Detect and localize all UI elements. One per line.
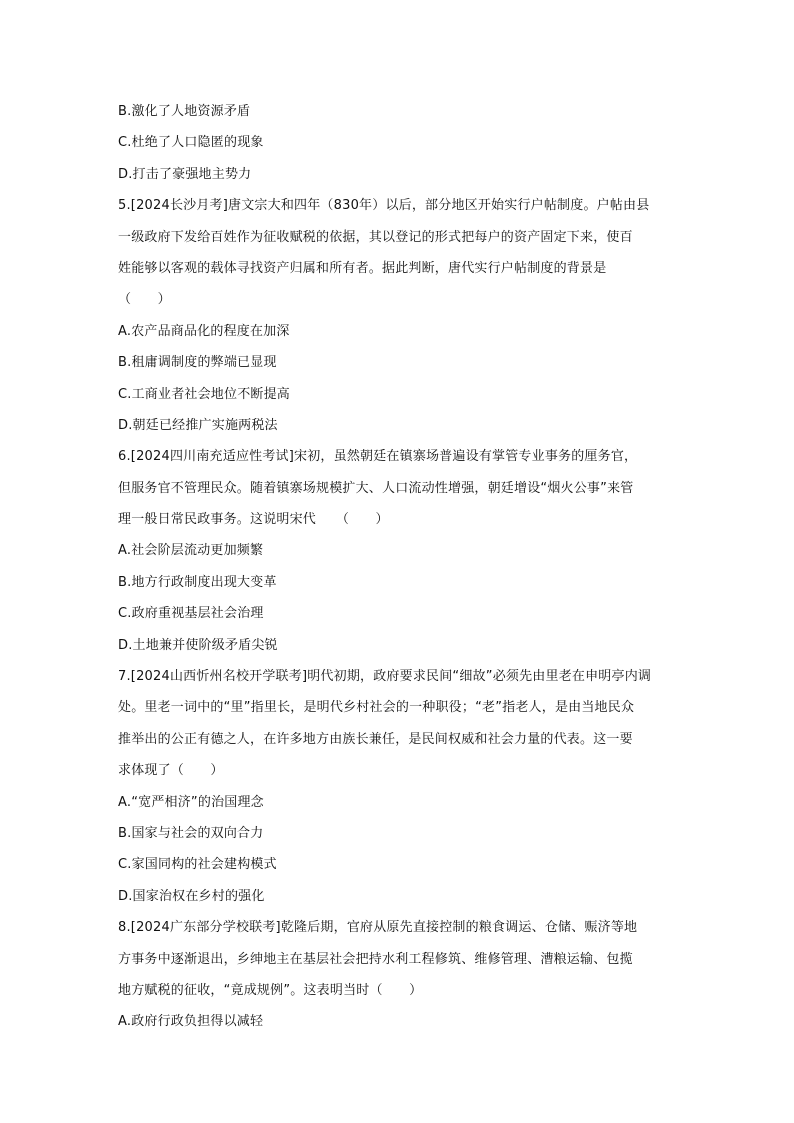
option-4b: B.激化了人地资源矛盾 bbox=[118, 104, 251, 119]
option-6b: B.地方行政制度出现大变革 bbox=[118, 574, 277, 590]
question-6-line-3: 理一般日常民政事务。这说明宋代 （ ） bbox=[118, 512, 389, 528]
question-7-line-2: 处。里老一词中的“里”指里长，是明代乡村社会的一种职役；“老”指老人，是由当地民众 bbox=[118, 700, 635, 716]
question-8-line-3: 地方赋税的征收，“竟成规例”。这表明当时（ ） bbox=[118, 982, 423, 998]
option-5b: B.租庸调制度的弊端已显现 bbox=[118, 355, 277, 371]
option-4c: C.杜绝了人口隐匿的现象 bbox=[118, 135, 264, 151]
option-5c: C.工商业者社会地位不断提高 bbox=[118, 386, 291, 402]
option-7b: B.国家与社会的双向合力 bbox=[118, 825, 264, 841]
question-6-line-2: 但服务官不管理民众。随着镇寨场规模扩大、人口流动性增强，朝廷增设“烟火公事”来管 bbox=[118, 480, 634, 496]
question-7-line-1: 7.[2024山西忻州名校开学联考]明代初期，政府要求民间“细故”必须先由里老在申明亭内调 bbox=[118, 669, 652, 685]
question-5-line-2: 一级政府下发给百姓作为征收赋税的依据，其以登记的形式把每户的资产固定下来，使百 bbox=[118, 229, 633, 245]
question-5-line-1: 5.[2024长沙月考]唐文宗大和四年（830年）以后，部分地区开始实行户帖制度。户帖由县 bbox=[118, 198, 650, 214]
option-5a: A.农产品商品化的程度在加深 bbox=[118, 323, 290, 339]
option-7a: A.“宽严相济”的治国理念 bbox=[118, 794, 264, 810]
option-6a: A.社会阶层流动更加频繁 bbox=[118, 543, 264, 559]
question-content bbox=[118, 96, 678, 1038]
question-5-line-3: 姓能够以客观的载体寻找资产归属和所有者。据此判断，唐代实行户帖制度的背景是 bbox=[118, 260, 607, 276]
question-8-line-2: 方事务中逐渐退出，乡绅地主在基层社会把持水利工程修筑、维修管理、漕粮运输、包揽 bbox=[118, 951, 633, 967]
option-5d: D.朝廷已经推广实施两税法 bbox=[118, 417, 278, 433]
option-7c: C.家国同构的社会建构模式 bbox=[118, 857, 277, 873]
option-4d: D.打击了豪强地主势力 bbox=[118, 166, 252, 182]
option-8a: A.政府行政负担得以减轻 bbox=[118, 1014, 264, 1030]
question-8-line-1: 8.[2024广东部分学校联考]乾隆后期，官府从原先直接控制的粮食调运、仓储、赈济等地 bbox=[118, 920, 638, 936]
option-6d: D.土地兼并使阶级矛盾尖锐 bbox=[118, 637, 278, 653]
question-7-line-4: 求体现了（ ） bbox=[118, 763, 224, 779]
option-6c: C.政府重视基层社会治理 bbox=[118, 606, 264, 622]
question-6-line-1: 6.[2024四川南充适应性考试]宋初，虽然朝廷在镇寨场普遍设有掌管专业事务的厘务官， bbox=[118, 449, 638, 465]
option-7d: D.国家治权在乡村的强化 bbox=[118, 888, 265, 904]
question-7-line-3: 推举出的公正有德之人，在许多地方由族长兼任，是民间权威和社会力量的代表。这一要 bbox=[118, 731, 633, 747]
question-5-answer-blank: （ ） bbox=[118, 292, 171, 308]
